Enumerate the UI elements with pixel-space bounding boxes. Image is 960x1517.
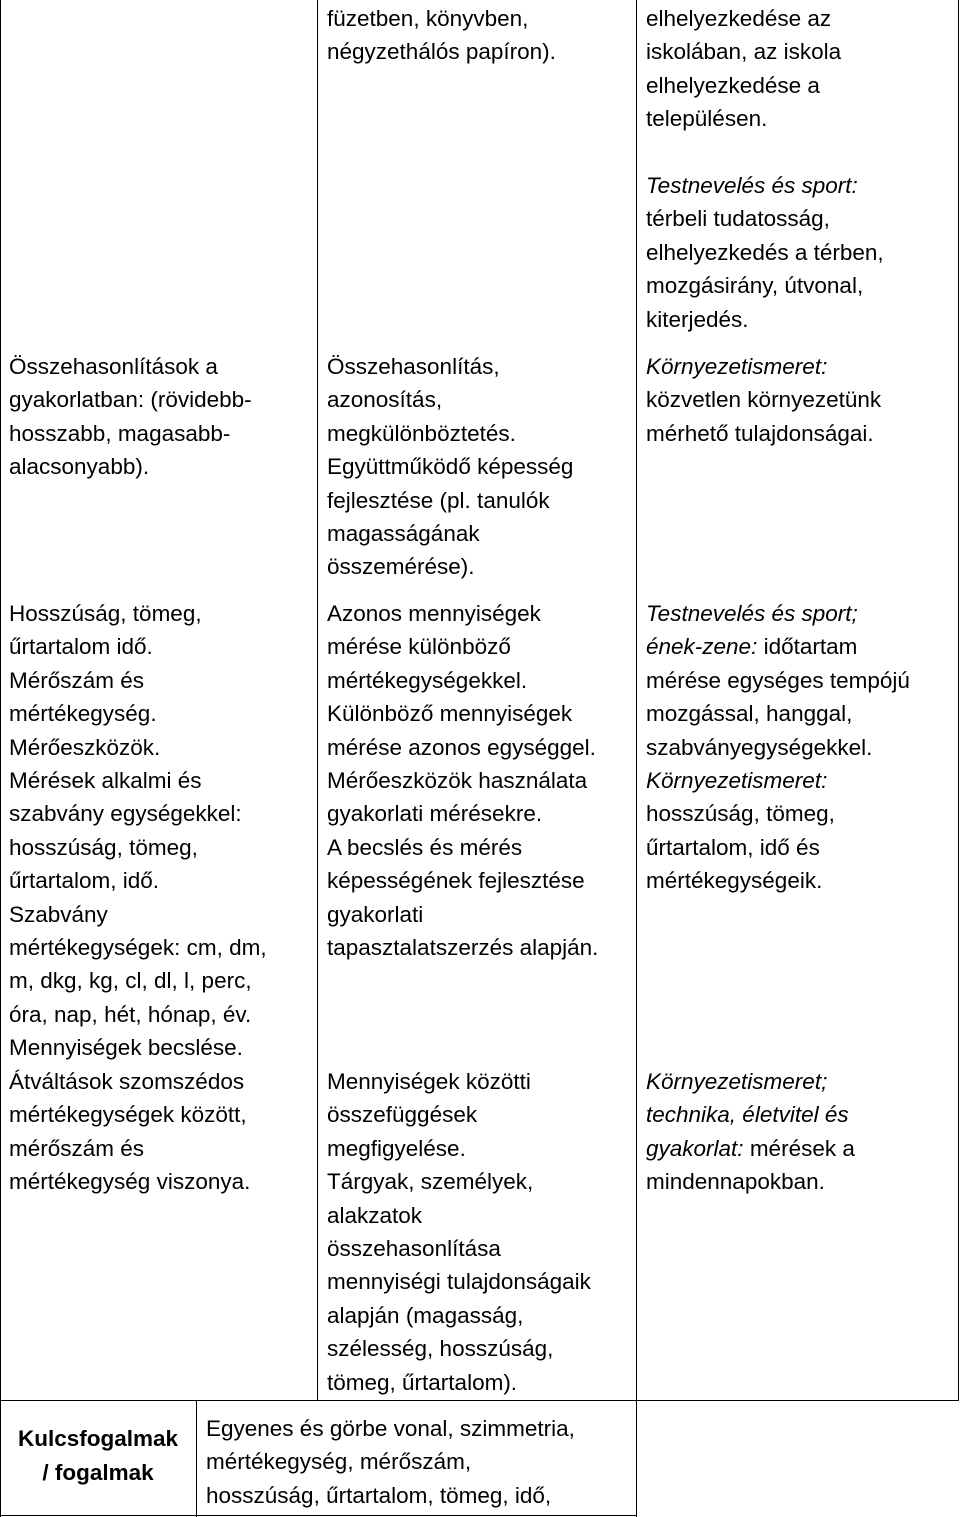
cell-text-line: térbeli tudatosság,	[646, 206, 830, 232]
cell-text-line: összemérése).	[327, 554, 475, 580]
cell-text-line: mérőszám és	[9, 1135, 145, 1161]
italic-subject-ref: Környezetismeret:	[646, 354, 828, 379]
cell-text-line: hosszabb, magasabb-	[9, 420, 231, 446]
cell-text-line	[646, 136, 884, 169]
cell-text-line: Mennyiségek közötti	[327, 1069, 531, 1094]
cell-text-line: hosszúság, tömeg,	[9, 834, 198, 860]
italic-subject-ref: Testnevelés és sport:	[646, 173, 858, 199]
italic-subject-ref: technika, életvitel és	[646, 1102, 849, 1128]
cell-text-line: szabvány egységekkel:	[9, 801, 242, 827]
table-border-bottom-rows	[0, 1400, 959, 1401]
cell-text-line: Mennyiségek becslése.	[9, 1035, 243, 1061]
cell-text-line: mértékegységek: cm, dm,	[9, 935, 267, 961]
cell-text-line: kiterjedés.	[646, 306, 749, 332]
cell-text-line	[646, 630, 910, 663]
row0-col3-cell	[646, 2, 884, 336]
keywords-line: hosszúság, űrtartalom, tömeg, idő,	[206, 1482, 552, 1508]
cell-text-line: mérése egységes tempójú	[646, 667, 910, 693]
cell-text-line: mérése különböző	[327, 634, 511, 660]
keywords-line: mértékegység, mérőszám,	[206, 1449, 472, 1475]
cell-text-line: gyakorlati mérésekre.	[327, 801, 543, 827]
table-border-right	[958, 0, 959, 1401]
cell-text-part: mérések a	[743, 1135, 855, 1161]
italic-subject-ref: gyakorlat:	[646, 1135, 744, 1161]
italic-subject-ref: Környezetismeret:	[646, 768, 828, 794]
cell-text-line: Mérőszám és	[9, 667, 145, 693]
italic-subject-ref: ének-zene:	[646, 634, 758, 660]
row2-col2-cell	[327, 597, 598, 964]
cell-text-line: elhelyezkedése a	[646, 72, 820, 98]
cell-text-line: alapján (magasság,	[327, 1302, 524, 1328]
row3-col1-cell	[9, 1065, 250, 1199]
cell-text-line: mértékegységek között,	[9, 1102, 247, 1128]
keywords-divider	[196, 1401, 197, 1517]
table-divider-col2	[636, 0, 637, 1517]
keywords-label-line1: Kulcsfogalmak	[17, 1426, 179, 1451]
cell-text-line: füzetben, könyvben,	[327, 6, 529, 31]
cell-text-line: mértékegység viszonya.	[9, 1169, 251, 1195]
table-border-left	[0, 0, 1, 1517]
cell-text-line: megkülönböztetés.	[327, 420, 516, 446]
cell-text-line: fejlesztése (pl. tanulók	[327, 487, 550, 513]
cell-text-line: Együttműködő képesség	[327, 454, 574, 480]
cell-text-line: Tárgyak, személyek,	[327, 1169, 534, 1195]
row1-col3-cell	[646, 350, 881, 450]
cell-text-line	[646, 1132, 855, 1165]
cell-text-part: időtartam	[757, 634, 858, 660]
cell-text-line: mozgásirány, útvonal,	[646, 273, 864, 299]
cell-text-line: űrtartalom, idő.	[9, 868, 160, 894]
keywords-line: Egyenes és görbe vonal, szimmetria,	[206, 1416, 575, 1441]
cell-text-line: mérhető tulajdonságai.	[646, 420, 874, 446]
table-divider-col1	[317, 0, 318, 1401]
cell-text-line: szélesség, hosszúság,	[327, 1336, 554, 1362]
cell-text-line: összehasonlítása	[327, 1236, 501, 1262]
cell-text-line: m, dkg, kg, cl, dl, l, perc,	[9, 968, 252, 994]
italic-subject-ref: Testnevelés és sport;	[646, 601, 858, 626]
cell-text-line: Összehasonlítások a	[9, 354, 218, 379]
cell-text-line: Mérések alkalmi és	[9, 768, 202, 794]
cell-text-line: elhelyezkedés a térben,	[646, 239, 884, 265]
row2-col1-cell	[9, 597, 267, 1065]
cell-text-line: mindennapokban.	[646, 1169, 825, 1195]
keywords-label-line2: / fogalmak	[42, 1460, 154, 1485]
cell-text-line: négyzethálós papíron).	[327, 39, 556, 65]
italic-subject-ref: Környezetismeret;	[646, 1069, 828, 1094]
cell-text-line: Azonos mennyiségek	[327, 601, 541, 626]
cell-text-line: Mérőeszközök.	[9, 734, 161, 760]
cell-text-line: azonosítás,	[327, 387, 443, 413]
keywords-label	[0, 1422, 196, 1490]
cell-text-line: mértékegységekkel.	[327, 667, 528, 693]
cell-text-line: Különböző mennyiségek	[327, 701, 573, 727]
cell-text-line: képességének fejlesztése	[327, 868, 585, 894]
cell-text-line: óra, nap, hét, hónap, év.	[9, 1001, 252, 1027]
cell-text-line: tapasztalatszerzés alapján.	[327, 935, 599, 961]
cell-text-line: hosszúság, tömeg,	[646, 801, 835, 827]
cell-text-line: településen.	[646, 106, 768, 132]
cell-text-line: űrtartalom idő.	[9, 634, 153, 660]
cell-text-line: gyakorlatban: (rövidebb-	[9, 387, 252, 413]
cell-text-line: magasságának	[327, 521, 480, 547]
cell-text-line: A becslés és mérés	[327, 834, 523, 860]
cell-text-line: közvetlen környezetünk	[646, 387, 882, 413]
cell-text-line: mérése azonos egységgel.	[327, 734, 596, 760]
row0-col2-cell	[327, 2, 556, 69]
cell-text-line: Átváltások szomszédos	[9, 1069, 245, 1094]
row1-col2-cell	[327, 350, 573, 584]
row1-col1-cell	[9, 350, 252, 484]
row3-col2-cell	[327, 1065, 591, 1399]
cell-text-line: tömeg, űrtartalom).	[327, 1369, 518, 1395]
cell-text-line: mozgással, hanggal,	[646, 701, 853, 727]
cell-text-line: szabványegységekkel.	[646, 734, 873, 760]
cell-text-line: mennyiségi tulajdonságaik	[327, 1269, 591, 1295]
cell-text-line: Összehasonlítás,	[327, 354, 500, 379]
cell-text-line: űrtartalom, idő és	[646, 834, 820, 860]
cell-text-line: Szabvány	[9, 901, 108, 927]
cell-text-line: Hosszúság, tömeg,	[9, 601, 202, 626]
cell-text-line: mértékegységeik.	[646, 868, 823, 894]
cell-text-line: összefüggések	[327, 1102, 478, 1128]
cell-text-line: alacsonyabb).	[9, 454, 150, 480]
cell-text-line: mértékegység.	[9, 701, 157, 727]
keywords-content	[206, 1412, 575, 1512]
cell-text-line: Mérőeszközök használata	[327, 768, 588, 794]
row3-col3-cell	[646, 1065, 855, 1199]
cell-text-line: iskolában, az iskola	[646, 39, 842, 65]
cell-text-line: gyakorlati	[327, 901, 424, 927]
cell-text-line: megfigyelése.	[327, 1135, 466, 1161]
cell-text-line: alakzatok	[327, 1202, 423, 1228]
table-border-bottom	[0, 1515, 637, 1516]
row2-col3-cell	[646, 597, 910, 898]
cell-text-line: elhelyezkedése az	[646, 6, 832, 31]
